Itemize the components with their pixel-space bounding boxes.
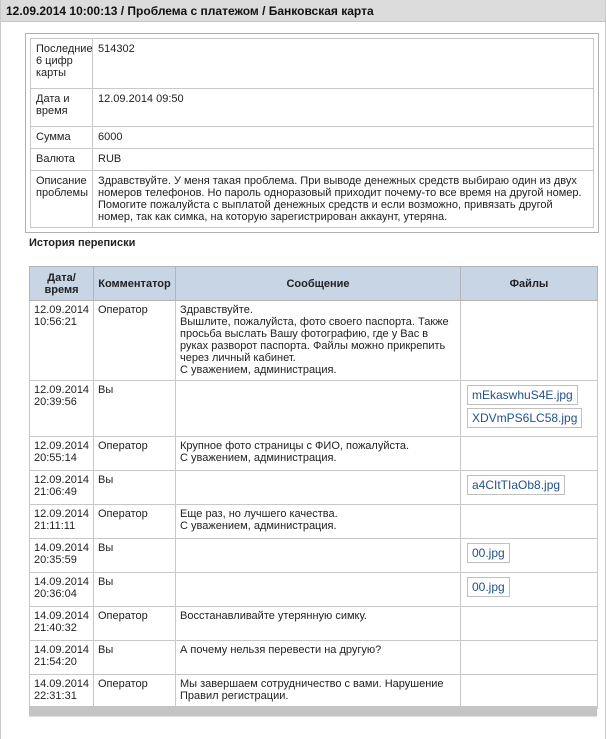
history-row	[30, 607, 598, 641]
info-row-card-digits	[31, 39, 594, 89]
history-row	[30, 381, 598, 437]
history-files	[461, 437, 598, 471]
history-author: Вы	[94, 573, 176, 607]
info-key: Валюта	[31, 149, 93, 171]
history-datetime	[30, 437, 94, 471]
history-message	[176, 381, 461, 437]
history-datetime	[30, 675, 94, 709]
history-datetime	[30, 471, 94, 505]
history-message	[176, 471, 461, 505]
history-files	[461, 675, 598, 709]
history-header-row	[30, 267, 598, 301]
ticket-title: 12.09.2014 10:00:13 / Проблема с платежом / Банковская карта	[1, 0, 605, 22]
history-author: Вы	[94, 381, 176, 437]
history-time: 21:54:20	[34, 656, 77, 668]
history-time: 21:06:49	[34, 486, 77, 498]
history-time: 20:36:04	[34, 588, 77, 600]
history-body	[30, 301, 598, 709]
history-files	[461, 573, 598, 607]
table-footer-line	[29, 716, 597, 717]
history-files	[461, 471, 598, 505]
info-value: 6000	[93, 127, 594, 149]
history-message	[176, 539, 461, 573]
history-time: 20:35:59	[34, 554, 77, 566]
history-author: Вы	[94, 471, 176, 505]
history-datetime	[30, 505, 94, 539]
col-author-header: Комментатор	[94, 267, 176, 301]
history-date: 14.09.2014	[34, 610, 90, 622]
history-author: Оператор	[94, 505, 176, 539]
info-value: 12.09.2014 09:50	[93, 89, 594, 127]
history-time: 21:40:32	[34, 622, 77, 634]
history-row	[30, 505, 598, 539]
history-table	[29, 266, 598, 709]
history-row	[30, 539, 598, 573]
history-datetime	[30, 573, 94, 607]
col-files-header: Файлы	[461, 267, 598, 301]
history-row	[30, 471, 598, 505]
history-message: Восстанавливайте утерянную симку.	[176, 607, 461, 641]
info-value: 514302	[93, 39, 594, 89]
info-row-description	[31, 171, 594, 228]
history-panel	[29, 266, 597, 709]
history-author: Оператор	[94, 437, 176, 471]
table-footer-bar	[29, 706, 597, 716]
history-row	[30, 301, 598, 381]
history-message: Еще раз, но лучшего качества. С уважением, администрация.	[176, 505, 461, 539]
history-time: 20:55:14	[34, 452, 77, 464]
history-message: А почему нельзя перевести на другую?	[176, 641, 461, 675]
history-message: Здравствуйте. Вышлите, пожалуйста, фото своего паспорта. Также просьба выслать Вашу фотографию, где у Вас в руках разворот паспорта. Файлы можно прикрепить через личный кабинет. С уважением, администрация.	[176, 301, 461, 381]
history-files	[461, 539, 598, 573]
history-message	[176, 573, 461, 607]
history-date: 12.09.2014	[34, 304, 90, 316]
file-attachment-link[interactable]: XDVmPS6LC58.jpg	[467, 408, 582, 428]
history-row	[30, 573, 598, 607]
info-key: Дата и время	[31, 89, 93, 127]
ticket-info-panel	[25, 33, 599, 233]
history-files	[461, 607, 598, 641]
history-author: Вы	[94, 641, 176, 675]
info-key: Сумма	[31, 127, 93, 149]
history-date: 12.09.2014	[34, 384, 90, 396]
history-date: 14.09.2014	[34, 576, 90, 588]
history-author: Оператор	[94, 607, 176, 641]
history-files	[461, 301, 598, 381]
history-author: Оператор	[94, 675, 176, 709]
history-date: 14.09.2014	[34, 542, 90, 554]
history-author: Вы	[94, 539, 176, 573]
history-files	[461, 505, 598, 539]
info-key: Описание проблемы	[31, 171, 93, 228]
history-date: 14.09.2014	[34, 644, 90, 656]
col-datetime-header: Дата/ время	[30, 267, 94, 301]
info-key: Последние 6 цифр карты	[31, 39, 93, 89]
history-files	[461, 641, 598, 675]
info-row-datetime	[31, 89, 594, 127]
ticket-info-table	[30, 38, 594, 228]
history-date: 12.09.2014	[34, 440, 90, 452]
info-value: RUB	[93, 149, 594, 171]
history-date: 12.09.2014	[34, 508, 90, 520]
history-date: 12.09.2014	[34, 474, 90, 486]
history-author: Оператор	[94, 301, 176, 381]
file-attachment-link[interactable]: 00.jpg	[467, 543, 510, 563]
file-attachment-link[interactable]: 00.jpg	[467, 577, 510, 597]
col-message-header: Сообщение	[176, 267, 461, 301]
history-row	[30, 641, 598, 675]
history-time: 20:39:56	[34, 396, 77, 408]
history-row	[30, 675, 598, 709]
history-datetime	[30, 381, 94, 437]
history-datetime	[30, 539, 94, 573]
file-attachment-link[interactable]: mEkaswhuS4E.jpg	[467, 385, 578, 405]
file-attachment-link[interactable]: a4CItTIaOb8.jpg	[467, 475, 565, 495]
history-title: История переписки	[29, 237, 136, 249]
history-message: Крупное фото страницы с ФИО, пожалуйста. С уважением, администрация.	[176, 437, 461, 471]
history-datetime	[30, 607, 94, 641]
history-message: Мы завершаем сотрудничество с вами. Нарушение Правил регистрации.	[176, 675, 461, 709]
info-row-amount	[31, 127, 594, 149]
info-value: Здравствуйте. У меня такая проблема. При выводе денежных средств выбираю один из двух номеров телефонов. Но пароль одноразовый приходит почему-то все время на другой номер. Помогите пожалуйста с выплатой денежных средств и если возможно, привязать другой номер, так как симка, на которую зарегистрирован аккаунт, утеряна.	[93, 171, 594, 228]
history-row	[30, 437, 598, 471]
history-datetime	[30, 641, 94, 675]
history-files	[461, 381, 598, 437]
history-datetime	[30, 301, 94, 381]
history-time: 22:31:31	[34, 690, 77, 702]
history-time: 10:56:21	[34, 316, 77, 328]
info-row-currency	[31, 149, 594, 171]
history-date: 14.09.2014	[34, 678, 90, 690]
history-time: 21:11:11	[34, 520, 76, 532]
